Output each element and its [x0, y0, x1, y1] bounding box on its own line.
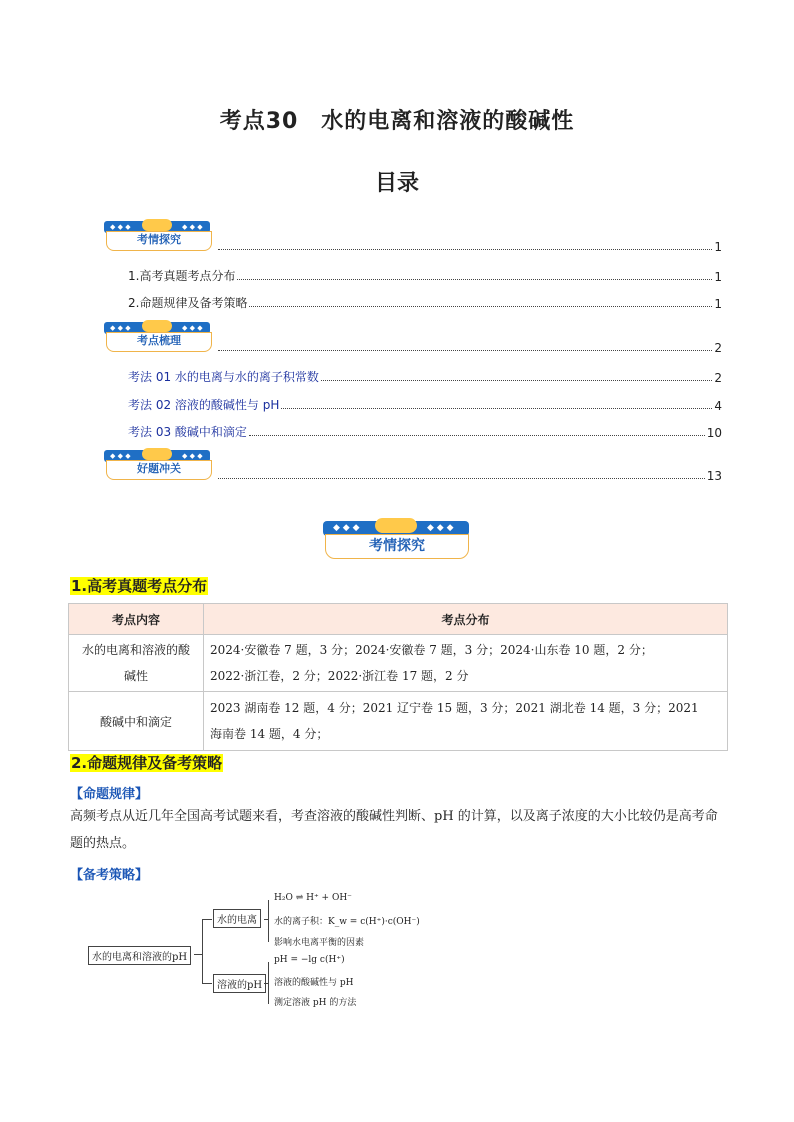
strategy-title: 【备考策略】: [70, 868, 149, 883]
diagram-leaf: 影响水电离平衡的因素: [274, 938, 365, 948]
toc-entry-kqtj[interactable]: [216, 240, 722, 254]
diagram-connector: [268, 962, 269, 1004]
badge-pill: [142, 219, 172, 231]
table-header: 考点内容: [69, 604, 204, 635]
diagram-connector: [264, 919, 268, 920]
toc-label: 考法 01 水的电离与水的离子积常数: [128, 370, 319, 384]
toc-page: 10: [706, 426, 722, 440]
toc-label: 1.高考真题考点分布: [128, 269, 236, 283]
diagram-branch-1: 水的电离: [213, 909, 261, 928]
rule-text: 高频考点从近几年全国高考试题来看，考查溶液的酸碱性判断、pH 的计算，以及离子浓度的大小比较仍是高考命题的热点。: [70, 809, 718, 851]
toc-page: 1: [714, 240, 722, 254]
toc-leader: [218, 477, 705, 479]
table-cell-dist: [204, 635, 728, 692]
badge-dots-left: ◆ ◆ ◆: [110, 324, 131, 332]
table-header-row: [69, 604, 728, 635]
toc-leader: [218, 349, 712, 351]
page-title: 考点30 水的电离和溶液的酸碱性: [219, 109, 575, 134]
section-badge-kqtj: [323, 521, 469, 561]
badge-label: 考点梳理: [106, 332, 212, 352]
section1-heading: [70, 575, 208, 596]
toc-entry-item2[interactable]: [128, 294, 722, 311]
toc-entry-item1[interactable]: [128, 267, 722, 284]
diagram-leaf: H₂O ⇌ H⁺ + OH⁻: [274, 893, 352, 903]
badge-dots-right: ◆ ◆ ◆: [427, 523, 454, 533]
toc-page: 1: [714, 270, 722, 284]
diagram-connector: [202, 919, 212, 920]
diagram-connector: [202, 919, 203, 983]
badge-dots-right: ◆ ◆ ◆: [182, 452, 203, 460]
toc-leader: [237, 278, 712, 280]
toc-leader: [218, 248, 712, 250]
badge-dots-left: ◆ ◆ ◆: [333, 523, 360, 533]
toc-label: 2.命题规律及备考策略: [128, 296, 248, 310]
toc-label: 考法 02 溶液的酸碱性与 pH: [128, 398, 280, 412]
toc-badge-kdsl[interactable]: [104, 322, 210, 354]
badge-pill: [142, 448, 172, 460]
toc-page: 4: [714, 399, 722, 413]
badge-label: 考情探究: [325, 534, 469, 559]
toc-entry-htcg[interactable]: [216, 469, 722, 483]
diagram-connector: [268, 900, 269, 942]
table-cell-topic: 酸碱中和滴定: [69, 692, 204, 751]
table-header: 考点分布: [204, 604, 728, 635]
toc-page: 2: [714, 341, 722, 355]
table-cell-line: 海南卷 14 题，4 分；: [210, 727, 329, 741]
distribution-table: [68, 603, 728, 751]
toc-leader: [249, 434, 705, 436]
badge-dots-left: ◆ ◆ ◆: [110, 223, 131, 231]
toc-badge-kqtj[interactable]: [104, 221, 210, 253]
toc-leader: [321, 379, 712, 381]
table-cell-line: 2022·浙江卷，2 分；2022·浙江卷 17 题，2 分: [210, 669, 469, 683]
badge-label: 好题冲关: [106, 460, 212, 480]
diagram-connector: [264, 983, 268, 984]
toc-entry-k2[interactable]: [128, 396, 722, 413]
section2-heading-text: 2.命题规律及备考策略: [71, 754, 223, 772]
toc-title: 目录: [374, 171, 419, 196]
toc-page: 2: [714, 371, 722, 385]
table-cell-line: 2024·安徽卷 7 题，3 分；2024·安徽卷 7 题，3 分；2024·山东卷 10 题，2 分；: [210, 643, 653, 657]
toc-label: 考法 03 酸碱中和滴定: [128, 425, 247, 439]
rule-title: 【命题规律】: [70, 787, 149, 802]
toc-badge-htcg[interactable]: [104, 450, 210, 482]
badge-dots-left: ◆ ◆ ◆: [110, 452, 131, 460]
table-cell-topic: 水的电离和溶液的酸碱性: [69, 635, 204, 692]
section1-heading-text: 1.高考真题考点分布: [71, 577, 208, 595]
toc-leader: [281, 407, 712, 409]
badge-pill: [375, 518, 417, 533]
diagram-root: 水的电离和溶液的pH: [88, 946, 191, 965]
toc-page: 1: [714, 297, 722, 311]
diagram-connector: [202, 983, 212, 984]
badge-dots-right: ◆ ◆ ◆: [182, 223, 203, 231]
table-row: [69, 635, 728, 692]
table-cell-line: 2023 湖南卷 12 题，4 分；2021 辽宁卷 15 题，3 分；2021 湖北卷 14 题，3 分；2021: [210, 701, 699, 715]
section2-heading: [70, 752, 223, 773]
toc-entry-k1[interactable]: [128, 368, 722, 385]
toc-entry-k3[interactable]: [128, 423, 722, 440]
table-row: [69, 692, 728, 751]
diagram-connector: [194, 954, 202, 955]
toc-entry-kdsl[interactable]: [216, 341, 722, 355]
diagram-branch-2: 溶液的pH: [213, 974, 266, 993]
table-cell-dist: [204, 692, 728, 751]
badge-dots-right: ◆ ◆ ◆: [182, 324, 203, 332]
diagram-leaf: 水的离子积：K_w = c(H⁺)·c(OH⁻): [274, 917, 420, 927]
toc-leader: [249, 305, 712, 307]
toc-page: 13: [706, 469, 722, 483]
badge-label: 考情探究: [106, 231, 212, 251]
badge-pill: [142, 320, 172, 332]
diagram-leaf: 溶液的酸碱性与 pH: [274, 978, 354, 988]
diagram-leaf: pH = −lg c(H⁺): [274, 955, 345, 965]
diagram-leaf: 测定溶液 pH 的方法: [274, 998, 357, 1008]
